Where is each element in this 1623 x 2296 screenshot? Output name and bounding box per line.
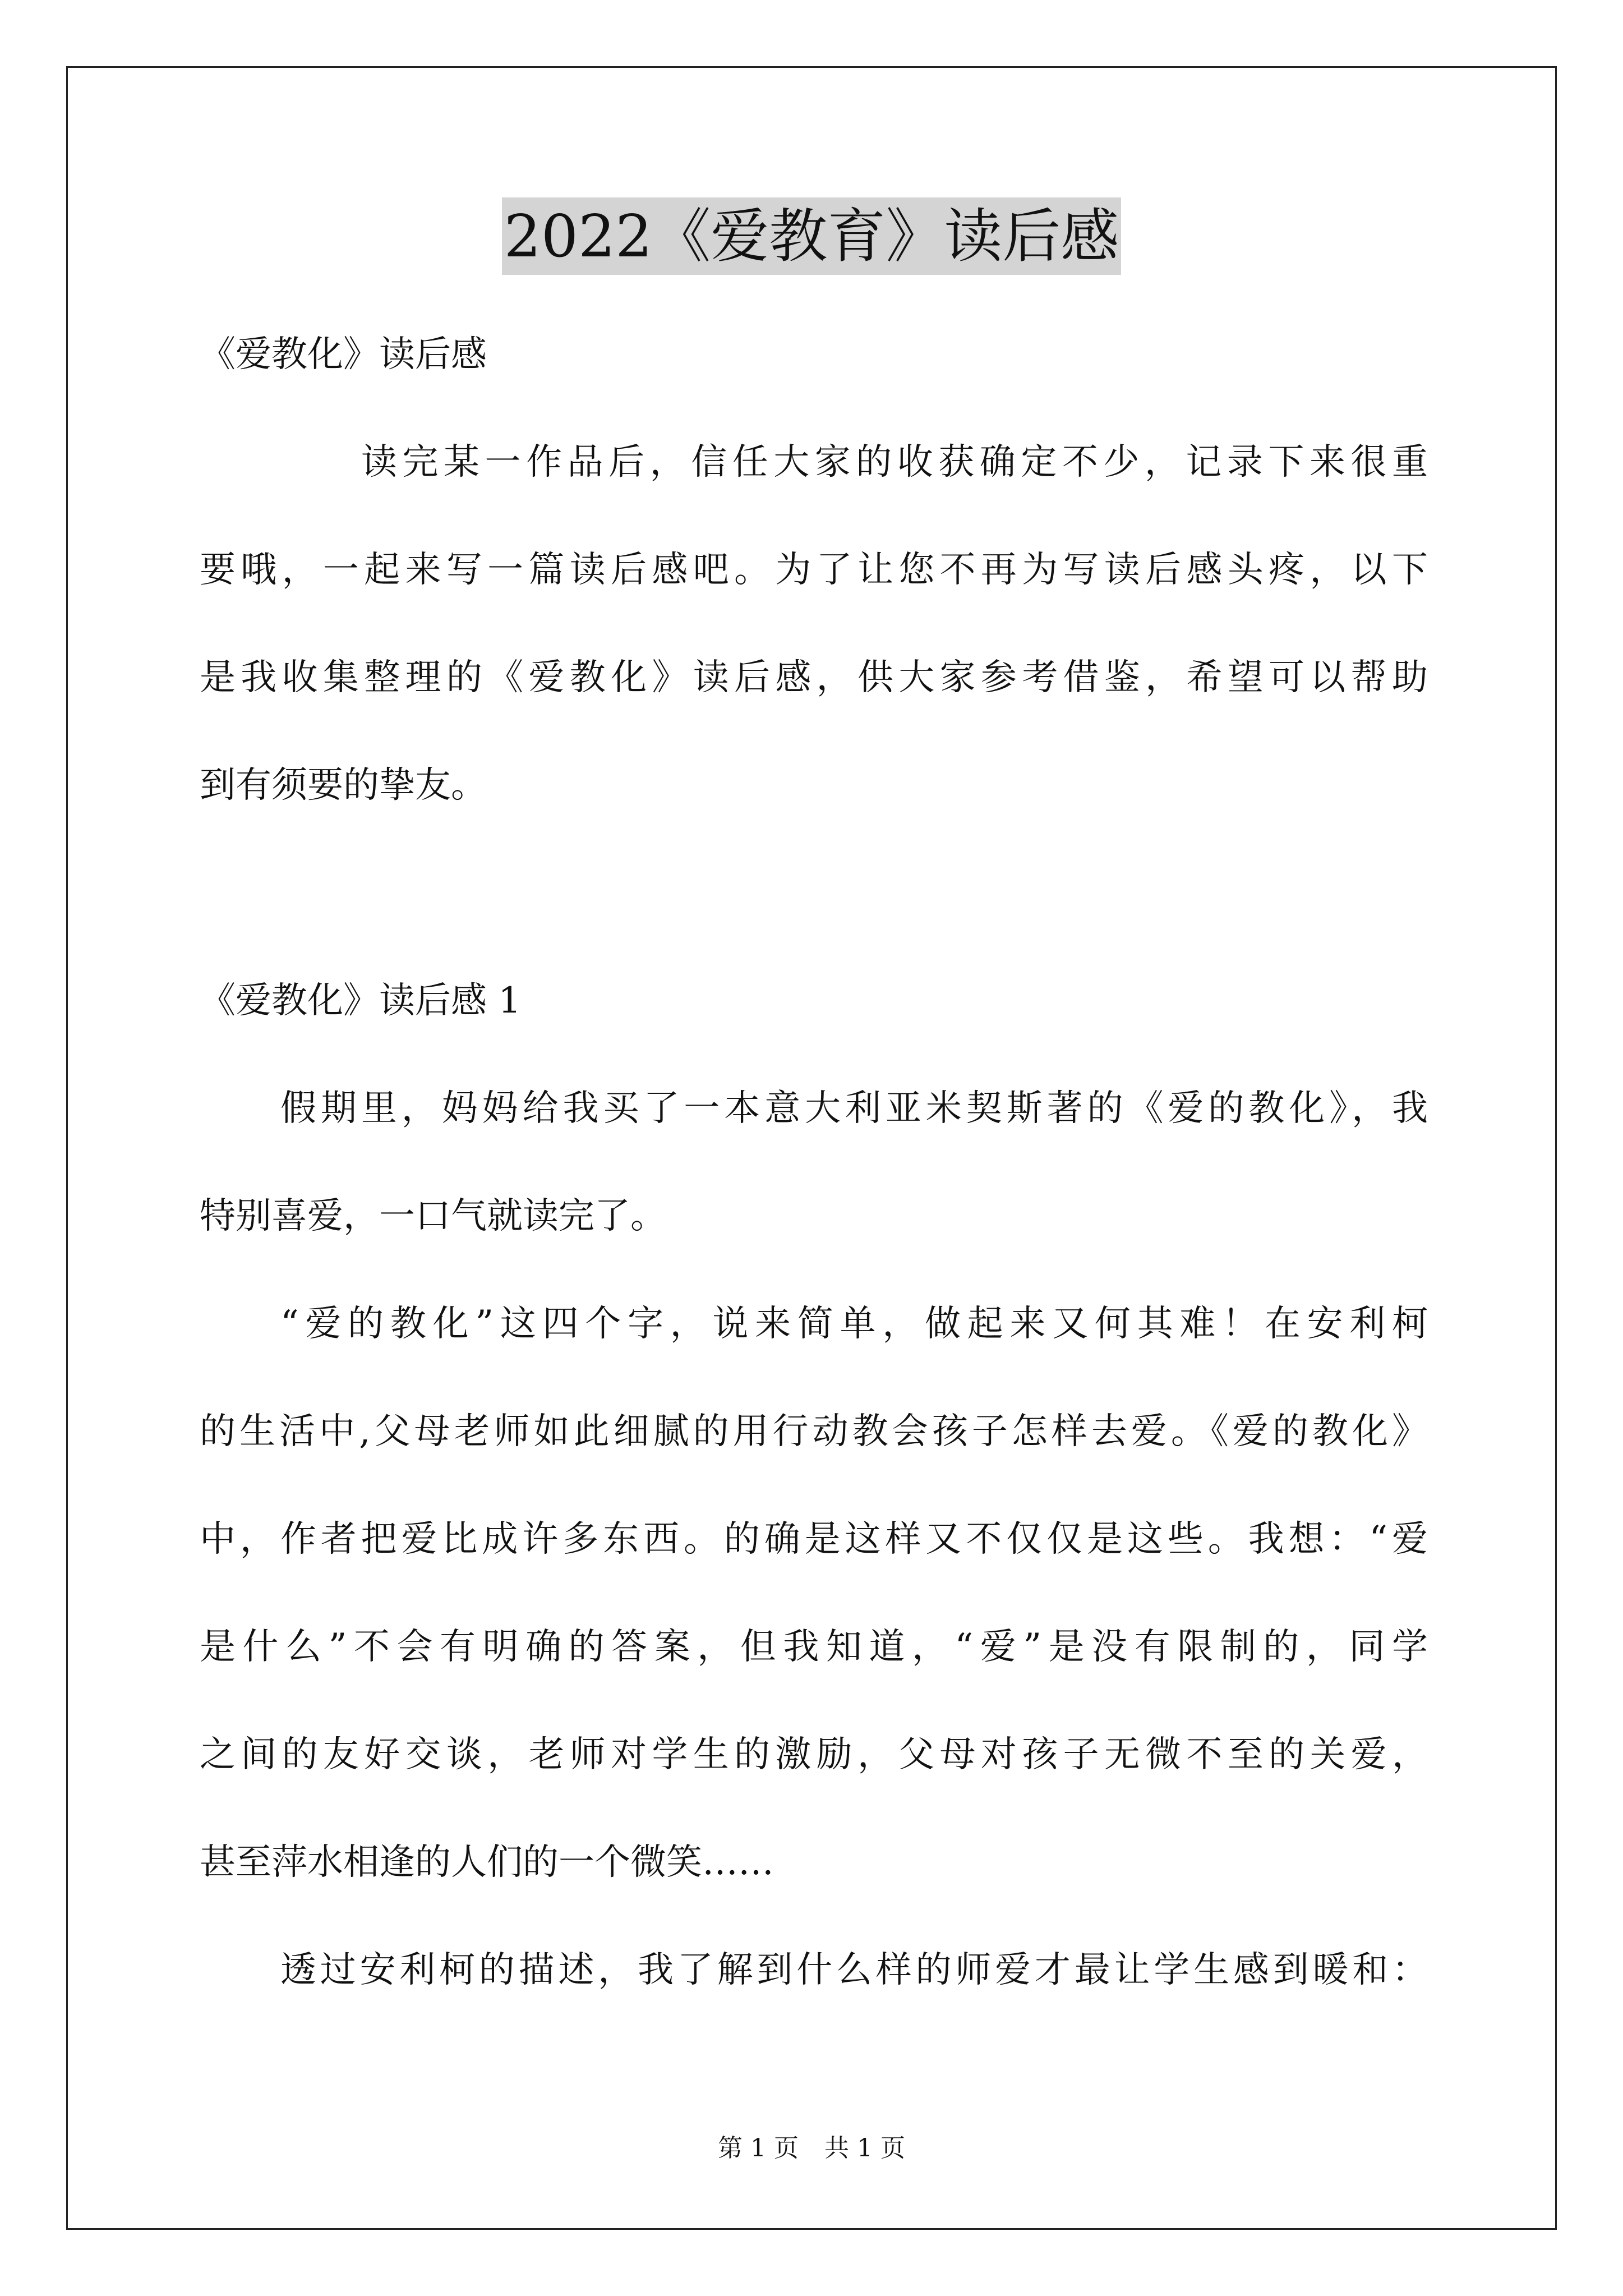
title-wrap [0,197,1623,275]
page-number: 第 1 页 [718,2134,799,2162]
spacer [200,839,1428,947]
document-title: 2022《爱教育》读后感 [502,197,1122,275]
para2-line-2: 的生活中,父母老师如此细腻的用行动教会孩子怎样去爱。《爱的教化》 [200,1411,1428,1452]
intro-line-4: 到有须要的挚友。 [200,765,487,806]
intro-line-2: 要哦，一起来写一篇读后感吧。为了让您不再为写读后感头疼，以下 [200,549,1428,591]
intro-line-3: 是我收集整理的《爱教化》读后感，供大家参考借鉴，希望可以帮助 [200,657,1428,698]
para1-line-1: 假期里，妈妈给我买了一本意大利亚米契斯著的《爱的教化》，我 [280,1088,1428,1129]
para2-line-3: 中，作者把爱比成许多东西。的确是这样又不仅仅是这些。我想：“爱 [200,1519,1428,1560]
intro-line-1: 读完某一作品后，信任大家的收获确定不少，记录下来很重 [361,441,1428,483]
para2-line-6: 甚至萍水相逢的人们的一个微笑…… [200,1842,774,1883]
para1-line-2: 特别喜爱，一口气就读完了。 [200,1195,666,1237]
para2-line-1: “爱的教化”这四个字，说来简单，做起来又何其难！在安利柯 [280,1303,1428,1345]
para2-line-4: 是什么”不会有明确的答案，但我知道，“爱”是没有限制的，同学 [200,1626,1428,1668]
page-total: 共 1 页 [824,2134,905,2162]
document-body [200,301,1428,2024]
page-footer [0,2132,1623,2165]
section-heading: 《爱教化》读后感 [200,334,487,375]
essay1-heading: 《爱教化》读后感 1 [200,980,522,1022]
para3-line-1: 透过安利柯的描述，我了解到什么样的师爱才最让学生感到暖和： [280,1949,1428,1991]
para2-line-5: 之间的友好交谈，老师对学生的激励，父母对孩子无微不至的关爱， [200,1734,1428,1775]
